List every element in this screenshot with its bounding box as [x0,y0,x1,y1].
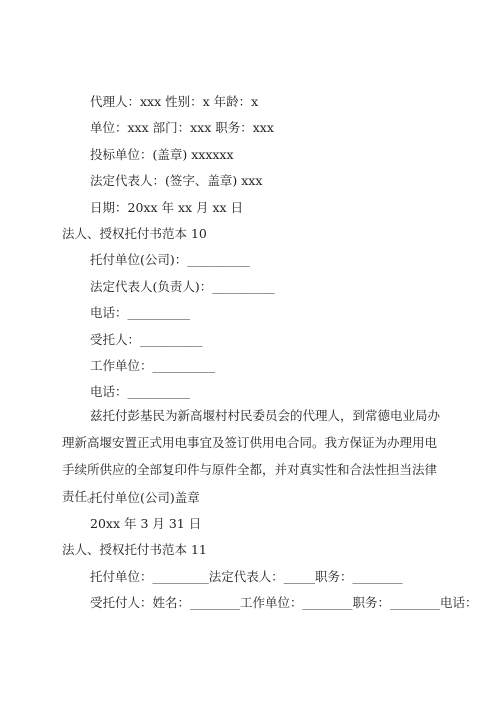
section-heading-10: 法人、授权托付书范本 10 [62,226,207,241]
phone-line-2: 电话：__________ [90,384,191,399]
legal-rep-responsible-line: 法定代表人(负责人)：__________ [90,279,275,294]
trustee-fields-line: 受托付人：姓名：________工作单位：________职务：________电话： [90,595,478,610]
work-unit-line: 工作单位：__________ [90,358,216,373]
date-line: 日期：20xx 年 xx 月 xx 日 [90,200,244,215]
entrusting-unit-line: 托付单位(公司)：__________ [90,252,250,267]
phone-line-1: 电话：__________ [90,305,191,320]
legal-rep-line: 法定代表人：(签字、盖章) xxx [90,173,263,188]
agent-info-line: 代理人：xxx 性别：x 年龄：x [90,94,259,109]
signing-date-line: 20xx 年 3 月 31 日 [90,516,202,531]
trustee-line: 受托人：__________ [90,332,203,347]
unit-info-line: 单位：xxx 部门：xxx 职务：xxx [90,120,274,135]
entrusting-unit-fields-line: 托付单位：_________法定代表人：_____职务：________ [90,569,403,584]
authorization-paragraph: 兹托付彭基民为新高堰村村民委员会的代理人，到常德电业局办理新高堰安置正式用电事宜及签订供用电合同。我方保证为办理用电手续所供应的全部复印件与原件全都，并对真实性和合法性担当法律责任。 [62,408,441,504]
section-heading-11: 法人、授权托付书范本 11 [62,542,207,557]
entrusting-unit-seal-line: 托付单位(公司)盖章 [90,490,200,505]
bidding-unit-line: 投标单位：(盖章) xxxxxx [90,147,234,162]
